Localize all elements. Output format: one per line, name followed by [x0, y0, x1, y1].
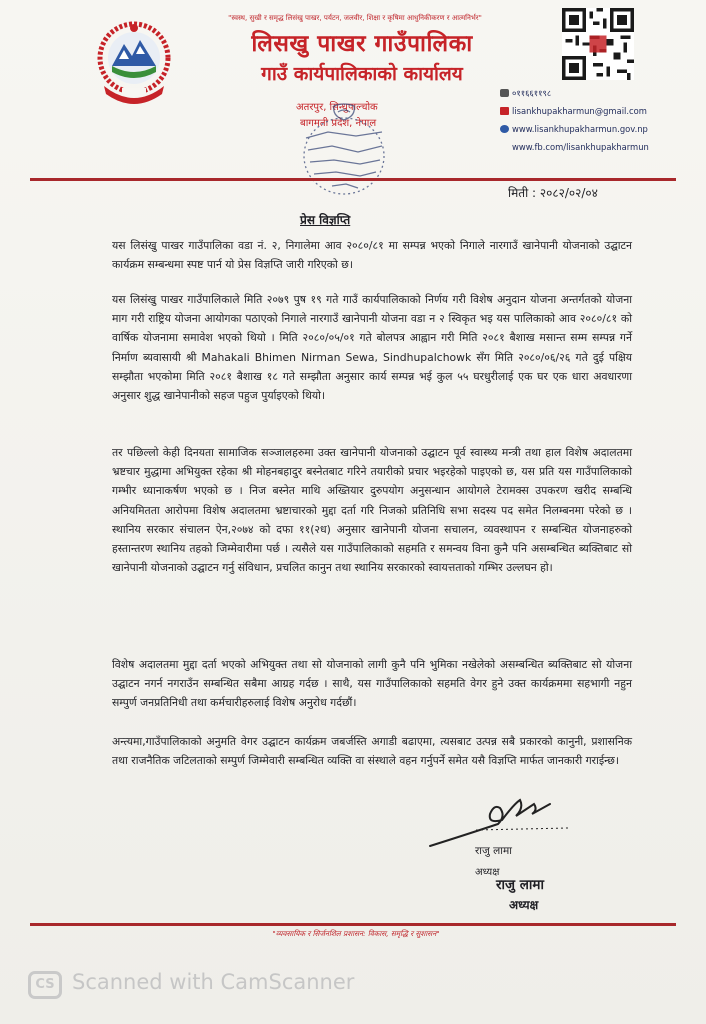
phone-number: ०११६६११९८ — [512, 88, 552, 98]
phone-icon — [500, 89, 509, 97]
paragraph-request: विशेष अदालतमा मुद्दा दर्ता भएको अभियुक्त तथा सो योजनाको लागी कुनै पनि भुमिका नखेलेको असम्बन्धित ब्यक्तिबाट सो योजना उद्घाटन नगर्न नगराउँन सम्बन्धित सबैमा आग्रह गर्दछ । साथै, यस गाउँपालिकाको सहमति वेगर हुने उक्त कार्यक्रममा सहभागी नहुन सम्पुर्ण जनप्रतिनिधी तथा कर्मचारीहरुलाई विशेष अनुरोध गर्दछौं। — [112, 658, 632, 710]
footer-divider — [30, 923, 676, 926]
email-icon — [500, 107, 509, 115]
address-line-2: बागमती प्रदेश, नेपाल — [300, 118, 377, 129]
seal-role: अध्यक्ष — [509, 898, 539, 912]
paragraph-closing: अन्त्यमा,गाउँपालिकाको अनुमति वेगर उद्घाटन कार्यक्रम जबर्जस्ति अगाडी बढाएमा, त्यसबाट उत्पन्न सबै प्रकारको कानुनी, प्रशासनिक तथा राजनैतिक जटिलताको सम्पुर्ण जिम्मेवारी सम्बन्धित व्यक्ति वा संस्थाले वहन गर्नुपर्ने समेत यसै विज्ञप्ति मार्फत जानकारी गराईन्छ। — [112, 735, 632, 768]
letter-date: मिती : २०८२/०२/०४ — [508, 186, 598, 200]
qr-code-icon — [562, 8, 634, 80]
email-address: lisankhupakharmun@gmail.com — [512, 106, 647, 116]
footer-motto: "व्यवसायिक र सिर्जनशिल प्रशासन: विकास, समृद्धि र सुशासन" — [272, 929, 440, 938]
email-row — [500, 102, 660, 120]
paragraph-intro: यस लिसंखु पाखर गाउँपालिका वडा नं. २, निगालेमा आव २०८०/८१ मा सम्पन्न भएको निगाले नारगाउँ खानेपानी योजनाको उद्घाटन कार्यक्रम सम्बन्धमा स्पष्ट पार्न यो प्रेस विज्ञप्ति जारी गरिएको छ। — [112, 239, 632, 272]
signer-role: अध्यक्ष — [475, 867, 500, 878]
phone-row — [500, 84, 660, 102]
address-line-1: अतरपुर, सिन्धुपाल्चोक — [296, 102, 378, 113]
municipality-title: लिसखु पाखर गाउँपालिका — [251, 31, 473, 57]
contact-block — [500, 84, 660, 156]
camscanner-watermark: Scanned with CamScanner — [72, 970, 355, 994]
seal-name: राजु लामा — [496, 877, 544, 893]
header-divider — [30, 178, 676, 181]
signer-name: राजु लामा — [475, 845, 512, 857]
handwritten-signature — [428, 794, 578, 850]
office-title: गाउँ कार्यपालिकाको कार्यालय — [261, 63, 463, 85]
press-release-heading: प्रेस विज्ञप्ति — [300, 213, 351, 227]
globe-icon — [500, 125, 509, 133]
paragraph-background: यस लिसंखु पाखर गाउँपालिकाले मिति २०७९ पुष १९ गते गाउँ कार्यपालिकाको निर्णय गरी विशेष अनुदान योजना अन्तर्गतको योजना माग गरी राष्ट्रिय योजना आयोगका पठाएको निगाले नारगाउँ खानेपानी योजना वडा न २ स्विकृत भइ यस पालिकाको आव २०८०/८१ को वार्षिक योजनामा समावेश भएको थियो । मिति २०८०/०५/०१ गते बोलपत्र आह्वान गरी मिति २०८१ बैशाख मसान्त सम्म सम्पन्न गर्ने निर्माण ब्यवासायी श्री Mahakali Bhimen Nirman Sewa, Sindhupalchowk सँग मिति २०८०/०६/२६ गते दुई पक्षिय सम्झौता भएकोमा मिति २०८१ बैशाख १८ गते सम्झौता अनुसार कार्य सम्पन्न भई कुल ५५ घरधुरीलाई एक घर एक धारा अवधारणा अनुसार शुद्ध खानेपानीको सहज पहुज पुर्याइएको थियो। — [112, 293, 632, 403]
top-motto: "स्वस्थ, सुखी र समृद्ध लिसंखु पाखर, पर्यटन, जलवीर, शिक्षा र कृषिमा आधुनिकीकरण र आत्मनिर्भर" — [228, 14, 482, 22]
paragraph-concern: तर पछिल्लो केही दिनयता सामाजिक सञ्जालहरुमा उक्त खानेपानी योजनाको उद्घाटन पूर्व स्वास्थ्य मन्त्री तथा हाल विशेष अदालतमा भ्रष्टचार मुद्धामा अभियुक्त रहेका श्री मोहनबहादुर बस्नेतबाट गरिने तयारीको प्रचार भइरहेको पाइएको छ, यस प्रति यस गाउँपालिकाको गम्भीर ध्यानाकर्षण भएको छ । निज बस्नेत माथि अख्तियार दुरुपयोग अनुसन्धान आयोगले टेरामक्स उपकरण खरीद सम्बन्धि अनियमितता आरोपमा विशेष अदालतमा भ्रष्टाचारको मुद्दा दर्ता गरि निजको प्रतिनिधि सभा सदस्य पद समेत निलम्बनमा परेको छ । स्थानिय सरकार संचालन ऐन,२०७४ को दफा ११(२ध) अनुसार खानेपानी योजना सचालन, व्यवस्थापन र सम्बन्धित योजनाहरुको हस्तान्तरण स्थानिय तहको जिम्मेवारीमा पर्छ । त्यसैले यस गाउँपालिकाको सहमति र समन्वय विना कुनै पनि असम्बन्धित ब्यक्तिबाट सो खानेपानी योजनाको उद्घाटन गर्नु संविधान, प्रचलित कानुन तथा स्थानिय सरकारको स्वायत्तताको गम्भिर उल्लघन हो। — [112, 446, 632, 575]
facebook-url: www.fb.com/lisankhupakharmun — [512, 142, 649, 152]
office-stamp-icon — [298, 102, 390, 198]
website-row — [500, 120, 660, 138]
nepal-emblem-icon — [92, 14, 176, 110]
website-url: www.lisankhupakharmun.gov.np — [512, 124, 648, 134]
facebook-row — [500, 138, 660, 156]
camscanner-logo-icon: CS — [28, 971, 62, 999]
